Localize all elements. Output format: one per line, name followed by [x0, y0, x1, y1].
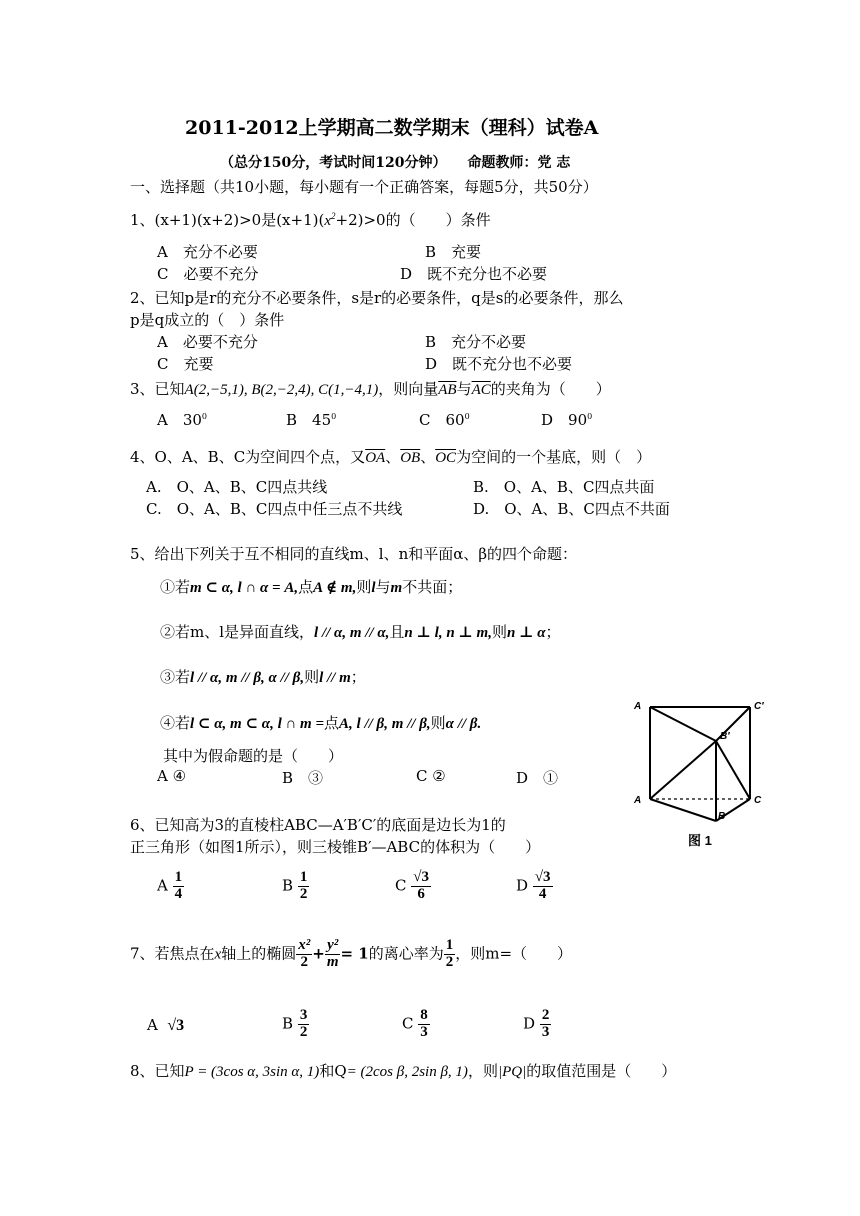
fraction-denominator: 2 — [300, 953, 308, 970]
q5-text: 则 — [491, 623, 507, 641]
vector-oa: $\overline{OA}$ — [365, 450, 386, 466]
q4-sep: 、 — [420, 448, 436, 466]
q3-option-b-label: B 45 — [286, 411, 332, 429]
fraction-numerator: 1 — [174, 869, 183, 885]
q3-stem-part: 3、已知 — [130, 380, 185, 398]
option-value: √3 — [167, 1017, 185, 1034]
label-c1: C′ — [754, 701, 764, 712]
edge-a1-b1 — [650, 707, 716, 741]
degree-mark: 0 — [201, 412, 208, 421]
option-label: D — [516, 876, 529, 895]
option-label: D — [523, 1014, 536, 1033]
q4-sep: 、 — [385, 448, 401, 466]
option-label: C — [402, 1014, 414, 1033]
q5-math: l — [371, 580, 376, 596]
q5-math: l // α, m // β, α // β, — [190, 670, 305, 686]
fraction-numerator: √3 — [413, 869, 429, 885]
fraction-numerator: 1 — [445, 937, 454, 953]
q8-point-p: P = (3cos α, 3sin α, 1) — [184, 1064, 320, 1080]
q4-option-a[interactable]: A. O、A、B、C四点共线 — [146, 478, 328, 496]
fraction-denominator: m — [326, 953, 339, 970]
q5-math: l ⊂ α, m ⊂ α, l ∩ m = — [190, 716, 324, 732]
vector-ac: $\overline{AC}$ — [471, 382, 491, 398]
q5-option-c[interactable]: C ② — [416, 767, 446, 785]
edge-c-b1 — [716, 741, 750, 799]
edge-a-b — [650, 799, 716, 821]
question-6-stem-line2: 正三角形（如图1所示），则三棱锥B′—ABC的体积为（ ） — [130, 838, 541, 856]
label-a: A — [634, 795, 642, 806]
fraction-numerator: x² — [298, 937, 311, 953]
option-label: A — [147, 1016, 158, 1034]
q4-option-c[interactable]: C. O、A、B、C四点中任三点不共线 — [146, 500, 403, 518]
figure-caption: 图 1 — [688, 833, 712, 848]
q8-text: 和Q — [319, 1062, 347, 1080]
q5-text: 点 — [298, 578, 314, 596]
edge-a-b1 — [650, 741, 716, 799]
q6-option-c[interactable] — [395, 870, 431, 903]
fraction-numerator: 1 — [299, 869, 308, 885]
fraction-denominator: 2 — [445, 953, 454, 970]
q5-math: A ∉ m, — [313, 580, 357, 596]
q5-text: 且 — [389, 623, 405, 641]
question-7-stem — [130, 938, 572, 971]
q8-text: 8、已知 — [130, 1062, 185, 1080]
q5-math: n ⊥ l, n ⊥ m, — [404, 625, 492, 641]
q3-option-c-label: C 60 — [419, 411, 465, 429]
q6-option-b[interactable] — [282, 870, 309, 903]
q3-joiner: 与 — [456, 380, 472, 398]
q5-option-b[interactable]: B ③ — [282, 769, 324, 787]
q8-point-q: = (2cos β, 2sin β, 1) — [346, 1064, 468, 1080]
q5-math: m ⊂ α, l ∩ α = A, — [190, 580, 299, 596]
question-1-stem — [130, 209, 491, 230]
q1-x-squared: $x^2$ — [324, 211, 336, 229]
option-label: B — [282, 876, 294, 895]
q3-stem-part: ，则向量 — [378, 380, 439, 398]
fraction-x2-over-2 — [296, 938, 312, 971]
q2-option-c[interactable]: C 充要 — [157, 355, 214, 373]
q5-option-a[interactable]: A ④ — [157, 767, 187, 785]
q7-x: x — [214, 946, 222, 963]
question-5-stem: 5、给出下列关于互不相同的直线m、l、n和平面α、β的四个命题： — [130, 545, 578, 563]
q6-option-d[interactable] — [516, 870, 553, 903]
option-label: A — [157, 876, 168, 895]
q6-option-a[interactable] — [157, 870, 184, 903]
q1-stem-part: 1、(x+1)(x+2)>0是(x+1)( — [130, 211, 325, 229]
vector-ob: $\overline{OB}$ — [400, 450, 421, 466]
fraction-y2-over-m — [325, 938, 341, 971]
q7-option-d[interactable] — [523, 1008, 551, 1041]
q5-text: 与 — [375, 578, 391, 596]
question-8-stem — [130, 1060, 676, 1081]
fraction-numerator: √3 — [534, 869, 551, 885]
q5-math: m — [390, 580, 403, 596]
q8-abs-pq: |PQ| — [497, 1064, 527, 1080]
equals-one: = 1 — [340, 944, 369, 963]
q5-text: ③若 — [160, 668, 191, 686]
q3-points: A(2,−5,1), B(2,−2,4), C(1,−4,1) — [184, 382, 379, 398]
option-label: C — [395, 876, 407, 895]
fraction-denominator: 4 — [538, 885, 547, 902]
q1-option-d[interactable]: D 既不充分也不必要 — [400, 265, 548, 283]
fraction-denominator: 3 — [541, 1023, 550, 1040]
q5-text: 不共面； — [402, 578, 463, 596]
q5-text: ④若 — [160, 714, 191, 732]
q2-option-d[interactable]: D 既不充分也不必要 — [425, 355, 573, 373]
q5-proposition-1 — [160, 576, 462, 597]
q3-option-c[interactable] — [419, 409, 470, 430]
q7-text: 的离心率为 — [368, 944, 444, 963]
label-a1: A — [634, 701, 642, 712]
q7-text: 7、若焦点在 — [130, 944, 215, 963]
q3-option-d-label: D 90 — [541, 411, 588, 429]
q5-text: 点 — [324, 714, 340, 732]
fraction-denominator: 6 — [417, 885, 425, 902]
label-b: B — [718, 811, 726, 822]
q2-option-b[interactable]: B 充分不必要 — [425, 333, 527, 351]
q3-option-a[interactable] — [157, 409, 207, 430]
q1-option-a[interactable]: A 充分不必要 — [157, 243, 258, 261]
q5-text: ②若m、l是异面直线， — [160, 623, 315, 641]
label-c: C — [754, 795, 762, 806]
q4-option-b[interactable]: B. O、A、B、C四点共面 — [473, 478, 655, 496]
degree-mark: 0 — [331, 412, 337, 421]
q4-stem-part: 为空间的一个基底，则（ ） — [456, 448, 652, 466]
question-4-stem — [130, 446, 651, 467]
q5-math: n ⊥ α — [507, 625, 546, 641]
fraction-denominator: 4 — [174, 885, 183, 902]
q5-proposition-2 — [160, 621, 561, 642]
q2-option-a[interactable]: A 必要不充分 — [157, 333, 258, 351]
q5-math: A, l // β, m // β, — [339, 716, 431, 732]
question-2-stem-line2: p是q成立的（ ）条件 — [130, 311, 285, 329]
q5-text: ； — [545, 623, 561, 641]
q1-option-c[interactable]: C 必要不充分 — [157, 265, 259, 283]
q4-stem-part: 4、O、A、B、C为空间四个点，又 — [130, 448, 366, 466]
q5-text: 则 — [356, 578, 372, 596]
q7-option-b[interactable] — [282, 1008, 309, 1041]
plus-sign: + — [312, 944, 325, 963]
q5-text: ； — [350, 668, 366, 686]
fraction-half — [444, 938, 456, 971]
q1-stem-part: +2)>0的（ ）条件 — [335, 211, 491, 229]
question-2-stem-line1: 2、已知p是r的充分不必要条件，s是r的必要条件，q是s的必要条件，那么 — [130, 289, 624, 307]
q5-proposition-4 — [160, 712, 481, 733]
prism-figure — [630, 695, 770, 855]
q5-option-d[interactable]: D ① — [516, 769, 559, 787]
exam-subtitle: （总分150分，考试时间120分钟） 命题教师：党 志 — [220, 155, 571, 171]
option-label: B — [282, 1014, 294, 1033]
fraction-numerator: y² — [325, 938, 341, 955]
q5-math: l // α, m // α, — [314, 625, 390, 641]
q3-option-a-label: A 30 — [157, 411, 202, 429]
q7-text: 轴上的椭圆 — [221, 944, 297, 963]
q4-option-d[interactable]: D. O、A、B、C四点不共面 — [473, 500, 670, 518]
fraction-denominator: 2 — [299, 885, 308, 902]
vector-oc: $\overline{OC}$ — [435, 450, 457, 466]
question-6-stem-line1: 6、已知高为3的直棱柱ABC—A′B′C′的底面是边长为1的 — [130, 816, 506, 834]
q8-text: 的取值范围是（ ） — [526, 1062, 677, 1080]
q7-option-a[interactable] — [147, 1016, 184, 1035]
q5-proposition-3 — [160, 666, 366, 687]
fraction-numerator: 8 — [420, 1007, 428, 1023]
q3-stem-part: 的夹角为（ ） — [490, 380, 611, 398]
q5-text: 则 — [304, 668, 320, 686]
fraction-denominator: 2 — [299, 1023, 308, 1040]
page-title: 2011-2012上学期高二数学期末（理科）试卷A — [185, 117, 599, 139]
fraction-numerator: 2 — [541, 1007, 550, 1023]
label-b1: B′ — [720, 731, 730, 742]
q5-text: 则 — [430, 714, 446, 732]
fraction-numerator: 3 — [299, 1007, 308, 1023]
q5-ask: 其中为假命题的是（ ） — [163, 747, 344, 765]
q5-math: α // β. — [445, 716, 482, 732]
question-3-stem — [130, 378, 611, 399]
q8-text: ，则 — [467, 1062, 498, 1080]
q3-option-d[interactable] — [541, 409, 592, 430]
fraction-denominator: 3 — [420, 1023, 428, 1040]
section-heading: 一、选择题（共10小题，每小题有一个正确答案，每题5分，共50分） — [130, 178, 598, 196]
q5-math: l // m — [319, 670, 351, 686]
degree-mark: 0 — [464, 412, 470, 421]
q1-option-b[interactable]: B 充要 — [425, 243, 482, 261]
q7-text: ，则m=（ ） — [455, 944, 573, 963]
q5-text: ①若 — [160, 578, 191, 596]
q7-option-c[interactable] — [402, 1008, 430, 1041]
q3-option-b[interactable] — [286, 409, 336, 430]
vector-ab: $\overline{AB}$ — [438, 382, 457, 398]
degree-mark: 0 — [587, 412, 593, 421]
